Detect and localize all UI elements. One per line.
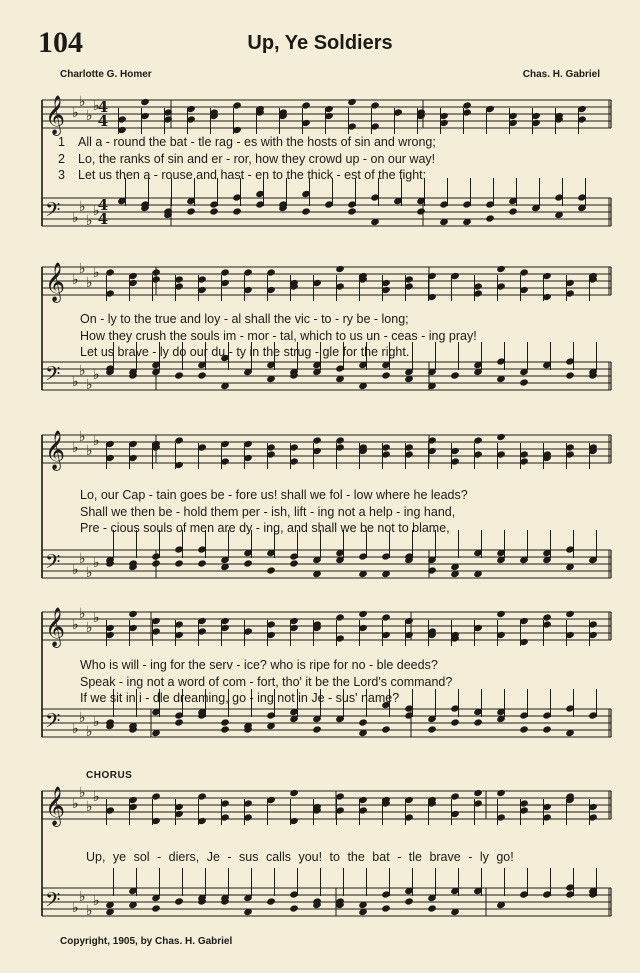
lyric-text: Let us then a - rouse and hast - en to the thick - est of the fight; xyxy=(78,168,427,182)
treble-staff xyxy=(42,261,611,303)
note-head xyxy=(427,725,437,733)
bass-clef-icon: 𝄢 xyxy=(45,709,61,737)
flat-icon: ♭ xyxy=(93,203,100,219)
flat-icon: ♭ xyxy=(79,889,86,905)
note-head xyxy=(496,789,506,797)
flat-icon: ♭ xyxy=(79,606,86,622)
flat-icon: ♭ xyxy=(86,213,93,229)
lyric-line: Speak - ing not a word of com - fort, tho' it be the Lord's command? xyxy=(80,674,453,689)
flat-icon: ♭ xyxy=(79,363,86,379)
note-group xyxy=(105,789,598,825)
bass-clef-icon: 𝄢 xyxy=(45,362,61,390)
note-head xyxy=(266,566,276,574)
flat-icon: ♭ xyxy=(72,210,79,226)
composer-credit: Chas. H. Gabriel xyxy=(522,69,600,80)
lyrics-system-3 xyxy=(80,487,605,537)
note-head xyxy=(289,904,299,912)
lyric-line: If we sit in i - dle dreaming, go - ing not in Je - sus' name? xyxy=(80,691,400,705)
note-head xyxy=(473,789,483,797)
flat-icon: ♭ xyxy=(93,789,100,805)
flat-icon: ♭ xyxy=(79,710,86,726)
time-signature-top: 4 xyxy=(97,98,109,116)
flat-icon: ♭ xyxy=(79,551,86,567)
note-head xyxy=(151,559,161,567)
flat-icon: ♭ xyxy=(86,377,93,393)
note-head xyxy=(301,207,311,215)
note-group xyxy=(117,98,587,134)
note-head xyxy=(496,610,506,618)
lyrics-system-1 xyxy=(58,134,605,184)
flat-icon: ♭ xyxy=(93,265,100,281)
flat-icon: ♭ xyxy=(79,199,86,215)
flat-icon: ♭ xyxy=(93,893,100,909)
chorus-lyric: Up, ye sol - diers, Je - sus calls you! to the bat - tle brave - ly go! xyxy=(86,850,514,864)
note-head xyxy=(335,265,345,273)
flat-icon: ♭ xyxy=(72,272,79,288)
lyricist-credit: Charlotte G. Homer xyxy=(60,69,152,80)
lyric-text: Lo, the ranks of sin and er - ror, how they crowd up - on our way! xyxy=(78,151,436,166)
note-head xyxy=(266,897,276,905)
lyric-line: On - ly to the true and loy - al shall the vic - to - ry be - long; xyxy=(80,312,409,326)
flat-icon: ♭ xyxy=(86,620,93,636)
flat-icon: ♭ xyxy=(86,108,93,124)
note-head xyxy=(209,207,219,215)
lyric-line: Let us brave - ly do our du - ty in the strug - gle for the right. xyxy=(80,345,410,359)
lyric-line: Lo, our Cap - tain goes be - fore us! shall we fol - low where he leads? xyxy=(80,488,468,502)
bass-clef-icon: 𝄢 xyxy=(45,198,61,226)
note-head xyxy=(542,725,552,733)
flat-icon: ♭ xyxy=(93,555,100,571)
lyrics-system-2 xyxy=(80,311,605,361)
note-head xyxy=(174,559,184,567)
lyric-line: How they crush the souls im - mor - tal, which to us un - ceas - ing pray! xyxy=(80,328,477,343)
bass-staff xyxy=(42,196,611,229)
note-head xyxy=(519,725,529,733)
lyric-line: Pre - cious souls of men are dy - ing, and shall we be not to blame, xyxy=(80,521,450,535)
lyric-line xyxy=(58,167,605,184)
flat-icon: ♭ xyxy=(72,562,79,578)
hymn-number: 104 xyxy=(38,26,83,59)
note-head xyxy=(289,559,299,567)
note-head xyxy=(220,725,230,733)
note-head xyxy=(174,371,184,379)
note-head xyxy=(404,897,414,905)
lyrics-system-4 xyxy=(80,657,605,707)
note-head xyxy=(450,371,460,379)
chorus-label: CHORUS xyxy=(86,770,133,781)
note-head xyxy=(427,904,437,912)
flat-icon: ♭ xyxy=(93,98,100,114)
copyright-notice: Copyright, 1905, by Chas. H. Gabriel xyxy=(60,936,233,947)
note-head xyxy=(508,207,518,215)
flat-icon: ♭ xyxy=(72,374,79,390)
note-head xyxy=(381,725,391,733)
note-head xyxy=(186,207,196,215)
note-head xyxy=(347,98,357,106)
note-head xyxy=(565,371,575,379)
treble-clef-icon: 𝄞 xyxy=(45,430,66,470)
note-head xyxy=(519,378,529,386)
note-head xyxy=(358,718,368,726)
note-head xyxy=(151,904,161,912)
flat-icon: ♭ xyxy=(86,275,93,291)
note-group xyxy=(105,265,598,301)
note-head xyxy=(232,207,242,215)
lyric-text: All a - round the bat - tle rag - es with the hosts of sin and wrong; xyxy=(78,135,436,149)
note-head xyxy=(381,904,391,912)
bass-staff xyxy=(42,362,611,393)
note-head xyxy=(496,433,506,441)
treble-clef-icon: 𝄞 xyxy=(45,607,66,647)
hymn-title: Up, Ye Soldiers xyxy=(247,32,393,54)
flat-icon: ♭ xyxy=(86,903,93,919)
note-head xyxy=(312,725,322,733)
treble-clef-icon: 𝄞 xyxy=(45,262,66,302)
note-head xyxy=(128,610,138,618)
flat-icon: ♭ xyxy=(86,799,93,815)
note-head xyxy=(140,98,150,106)
note-head xyxy=(174,718,184,726)
flat-icon: ♭ xyxy=(79,785,86,801)
note-head xyxy=(197,559,207,567)
time-signature-bottom: 4 xyxy=(97,112,109,130)
note-head xyxy=(496,265,506,273)
note-head xyxy=(485,214,495,222)
note-head xyxy=(381,371,391,379)
note-head xyxy=(289,789,299,797)
note-group xyxy=(105,610,598,646)
treble-clef-icon: 𝄞 xyxy=(45,786,66,826)
verse-number: 1 xyxy=(58,135,65,149)
time-signature-bottom: 4 xyxy=(97,210,109,228)
note-head xyxy=(243,559,253,567)
note-group xyxy=(105,433,598,469)
verse-number: 3 xyxy=(58,168,65,182)
bass-staff xyxy=(42,550,611,581)
lyric-line: Shall we then be - hold them per - ish, lift - ing not a help - ing hand, xyxy=(80,504,456,519)
lyric-line xyxy=(58,151,605,168)
flat-icon: ♭ xyxy=(86,565,93,581)
flat-icon: ♭ xyxy=(93,367,100,383)
note-head xyxy=(473,718,483,726)
treble-staff xyxy=(42,429,611,471)
note-head xyxy=(358,610,368,618)
note-head xyxy=(347,207,357,215)
note-head xyxy=(197,371,207,379)
flat-icon: ♭ xyxy=(72,721,79,737)
flat-icon: ♭ xyxy=(86,724,93,740)
lyric-line xyxy=(58,134,605,151)
treble-clef-icon: 𝄞 xyxy=(45,95,66,135)
bass-clef-icon: 𝄢 xyxy=(45,550,61,578)
lyric-line: Who is will - ing for the serv - ice? who is ripe for no - ble deeds? xyxy=(80,658,438,672)
verse-number: 2 xyxy=(58,151,65,166)
flat-icon: ♭ xyxy=(72,105,79,121)
note-head xyxy=(565,610,575,618)
flat-icon: ♭ xyxy=(93,714,100,730)
time-signature-top: 4 xyxy=(97,196,109,214)
flat-icon: ♭ xyxy=(79,94,86,110)
note-head xyxy=(450,718,460,726)
flat-icon: ♭ xyxy=(86,443,93,459)
flat-icon: ♭ xyxy=(93,433,100,449)
flat-icon: ♭ xyxy=(79,429,86,445)
flat-icon: ♭ xyxy=(72,796,79,812)
note-head xyxy=(416,207,426,215)
flat-icon: ♭ xyxy=(72,617,79,633)
note-head xyxy=(220,718,230,726)
note-head xyxy=(174,897,184,905)
flat-icon: ♭ xyxy=(93,610,100,626)
flat-icon: ♭ xyxy=(79,261,86,277)
bass-clef-icon: 𝄢 xyxy=(45,888,61,916)
flat-icon: ♭ xyxy=(72,440,79,456)
flat-icon: ♭ xyxy=(72,900,79,916)
